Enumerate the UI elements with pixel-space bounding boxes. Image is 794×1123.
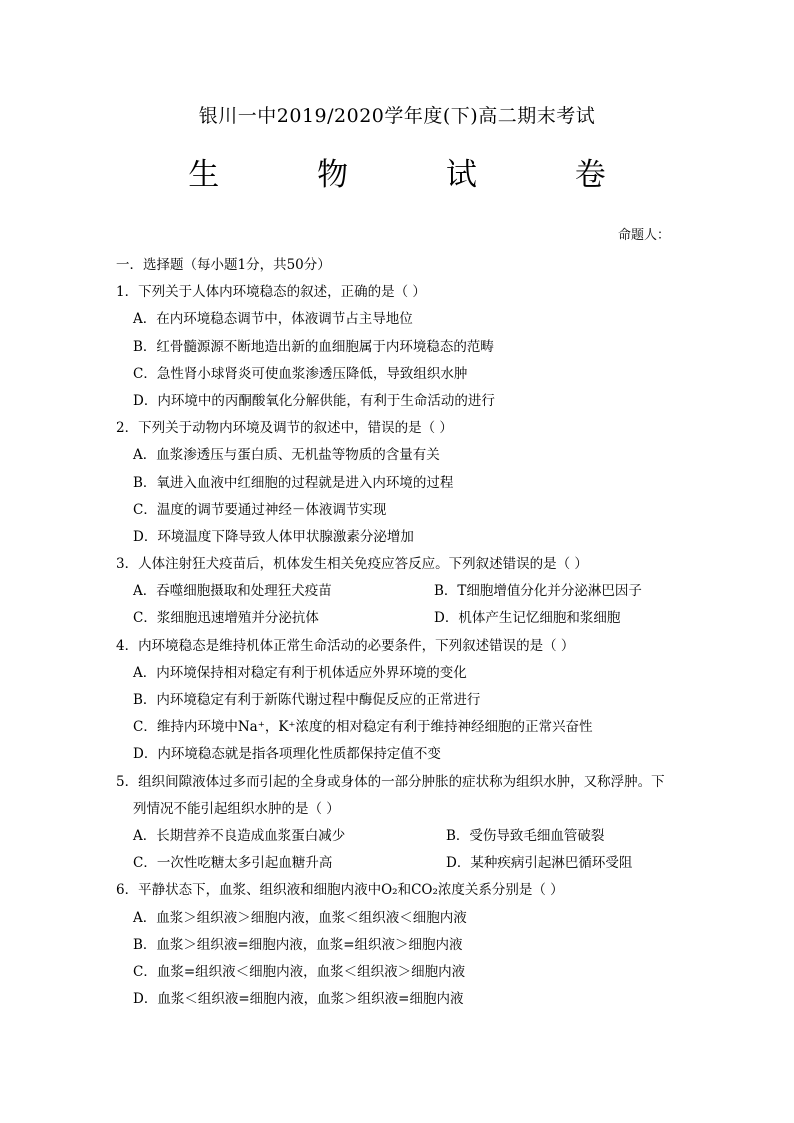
option-d: D．血浆＜组织液=细胞内液，血浆＞组织液=细胞内液: [133, 991, 464, 1008]
author-label: 命题人：: [617, 228, 670, 243]
question-2: [114, 415, 694, 551]
option-a: A．血浆渗透压与蛋白质、无机盐等物质的含量有关: [133, 447, 440, 464]
option-b: B．T细胞增值分化并分泌淋巴因子: [434, 583, 642, 600]
question-1: [114, 279, 694, 415]
question-stem: [114, 279, 694, 306]
question-text: 组织间隙液体过多而引起的全身或身体的一部分肿胀的症状称为组织水肿，又称浮肿。下: [138, 773, 665, 790]
question-stem-continued: 列情况不能引起组织水肿的是（ ）: [133, 800, 340, 817]
question-stem: [114, 769, 694, 796]
question-4: [114, 633, 694, 769]
question-number: 6．: [116, 882, 139, 899]
option-c: C．急性肾小球肾炎可使血浆渗透压降低，导致组织水肿: [133, 365, 468, 382]
question-text: 平静状态下，血浆、组织液和细胞内液中O₂和CO₂浓度关系分别是（ ）: [138, 882, 564, 899]
exam-content: [114, 252, 694, 1013]
question-number: 5．: [116, 773, 139, 790]
option-b: B．氧进入血液中红细胞的过程就是进入内环境的过程: [133, 474, 454, 491]
question-text: 下列关于动物内环境及调节的叙述中，错误的是（ ）: [138, 420, 453, 437]
question-number: 4．: [116, 637, 139, 654]
option-d: D．机体产生记忆细胞和浆细胞: [434, 610, 621, 627]
option-c: C．温度的调节要通过神经－体液调节实现: [133, 501, 387, 518]
option-b: B．血浆＞组织液=细胞内液，血浆=组织液＞细胞内液: [133, 936, 463, 953]
option-a: A．吞噬细胞摄取和处理狂犬疫苗: [133, 583, 332, 600]
question-stem: [114, 877, 694, 904]
option-c: C．一次性吃糖太多引起血糖升高: [133, 855, 333, 872]
option-c: C．血浆=组织液＜细胞内液，血浆＜组织液＞细胞内液: [133, 963, 466, 980]
question-text: 下列关于人体内环境稳态的叙述，正确的是（ ）: [138, 284, 426, 301]
section-heading: 一．选择题（每小题1分，共50分）: [116, 257, 331, 273]
option-d: D．某种疾病引起淋巴循环受阻: [446, 855, 633, 872]
question-stem: [114, 415, 694, 442]
question-number: 1．: [116, 284, 139, 301]
option-c: C．浆细胞迅速增殖并分泌抗体: [133, 610, 319, 627]
question-number: 3．: [116, 556, 139, 573]
option-row: [114, 850, 694, 877]
question-text: 内环境稳态是维持机体正常生命活动的必要条件，下列叙述错误的是（ ）: [138, 637, 575, 654]
option-a: A．内环境保持相对稳定有利于机体适应外界环境的变化: [133, 664, 467, 681]
option-b: B．红骨髓源源不断地造出新的血细胞属于内环境稳态的范畴: [133, 338, 494, 355]
question-6: [114, 877, 694, 1013]
question-5: [114, 769, 694, 878]
question-text: 人体注射狂犬疫苗后，机体发生相关免疫应答反应。下列叙述错误的是（ ）: [138, 556, 588, 573]
question-stem: [114, 633, 694, 660]
option-b: B．受伤导致毛细血管破裂: [446, 827, 605, 844]
question-stem: [114, 551, 694, 578]
option-b: B．内环境稳定有利于新陈代谢过程中酶促反应的正常进行: [133, 692, 481, 708]
option-row: [114, 605, 694, 632]
option-d: D．环境温度下降导致人体甲状腺激素分泌增加: [133, 528, 414, 545]
option-a: A．在内环境稳态调节中，体液调节占主导地位: [133, 311, 413, 328]
option-a: A．血浆＞组织液＞细胞内液，血浆＜组织液＜细胞内液: [133, 909, 467, 926]
option-d: D．内环境中的丙酮酸氧化分解供能，有利于生命活动的进行: [133, 392, 495, 409]
option-c: C．维持内环境中Na⁺，K⁺浓度的相对稳定有利于维持神经细胞的正常兴奋性: [133, 719, 593, 736]
question-number: 2．: [116, 420, 139, 437]
subject-title: 生 物 试 卷: [188, 157, 650, 193]
option-row: [114, 823, 694, 850]
question-3: [114, 551, 694, 633]
option-row: [114, 578, 694, 605]
option-d: D．内环境稳态就是指各项理化性质都保持定值不变: [133, 746, 441, 763]
exam-title: 银川一中2019/2020学年度(下)高二期末考试: [198, 105, 596, 127]
option-a: A．长期营养不良造成血浆蛋白减少: [133, 827, 346, 844]
